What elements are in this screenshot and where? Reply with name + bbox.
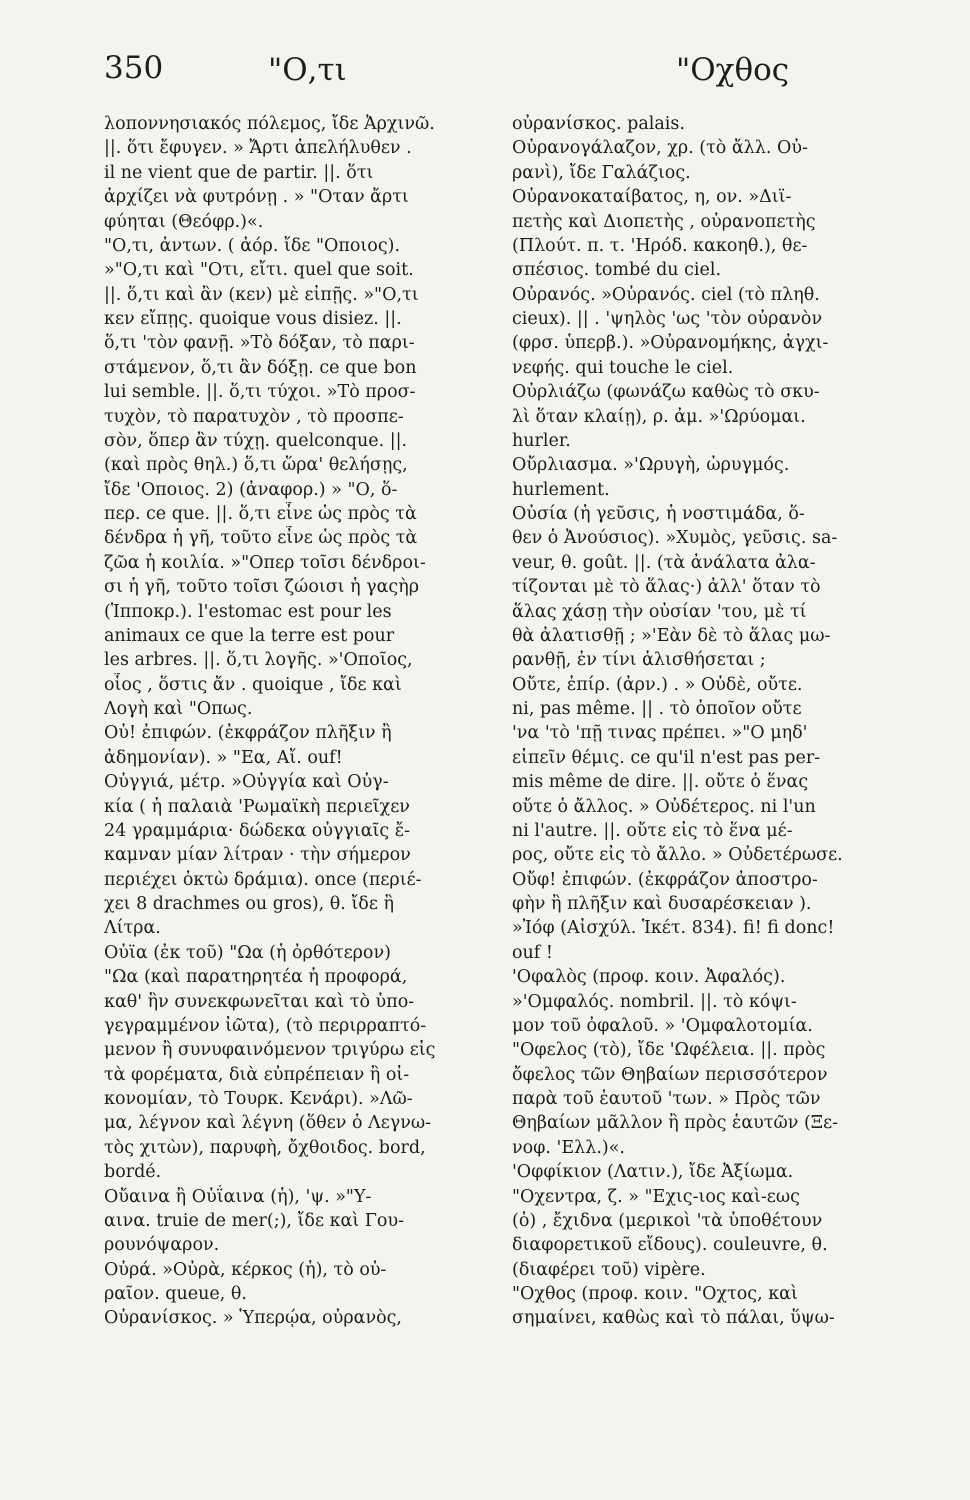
text-line: ρανὶ), ἴδε Γαλάζιος. bbox=[512, 162, 691, 183]
text-line: σπέσιος. tombé du ciel. bbox=[512, 260, 722, 281]
text-line: 24 γραμμάρια· δώδεκα οὐγγιαῖς ἔ- bbox=[104, 820, 411, 841]
text-line: Οὔαινα ἢ Οὐΐαινα (ἡ), 'ψ. »"Υ- bbox=[104, 1186, 372, 1207]
text-line: 'Οφαλὸς (προφ. κοιν. Ἀφαλός). bbox=[512, 967, 786, 988]
text-line: "Οχεντρα, ζ. » "Εχις-ιος καὶ-εως bbox=[512, 1186, 800, 1207]
text-line: νοφ. 'Ελλ.)«. bbox=[512, 1137, 625, 1158]
text-line: Οὔφ! ἐπιφών. (ἐκφράζον ἀποστρο- bbox=[512, 869, 818, 890]
text-line: mis même de dire. ||. οὔτε ὁ ἕνας bbox=[512, 772, 809, 793]
text-line: »'Ομφαλός. nombril. ||. τὸ κόψι- bbox=[512, 991, 797, 1012]
text-line: μα, λέγνον καὶ λέγνη (ὅθεν ὁ Λεγνω- bbox=[104, 1113, 432, 1134]
text-line: ζῶα ἡ κοιλία. »"Οπερ τοῖσι δένδροι- bbox=[104, 552, 426, 573]
text-line: Λίτρα. bbox=[104, 918, 161, 939]
text-line: φὴν ἢ πλῆξιν καὶ δυσαρέσκειαν ). bbox=[512, 894, 812, 914]
text-line: ρουνόψαρον. bbox=[104, 1235, 220, 1256]
text-line: κεν εἴπῃς. quoique vous disiez. ||. bbox=[104, 309, 402, 329]
text-line: κία ( ἡ παλαιὰ 'Ρωμαϊκὴ περιεῖχεν bbox=[104, 796, 410, 817]
text-line: Θηβαίων μᾶλλον ἢ πρὸς ἑαυτῶν (Ξε- bbox=[512, 1113, 839, 1134]
text-line: κονομίαν, τὸ Τουρκ. Κενάρι). »Λῶ- bbox=[104, 1089, 413, 1109]
text-line: (φρσ. ὑπερβ.). »Οὐρανομήκης, ἀγχι- bbox=[512, 333, 829, 354]
text-line: μενον ἢ συνυφαινόμενον τριγύρω εἰς bbox=[104, 1040, 436, 1061]
text-line: μον τοῦ ὀφαλοῦ. » 'Ομφαλοτομία. bbox=[512, 1015, 813, 1036]
text-line: ὅ,τι 'τὸν φανῇ. »Τὸ δόξαν, τὸ παρι- bbox=[104, 333, 415, 354]
text-line: ἅλας χάσῃ τὴν οὐσίαν 'του, μὲ τί bbox=[512, 601, 807, 622]
text-line: θὰ ἀλατισθῇ ; »'Εὰν δὲ τὸ ἅλας μω- bbox=[512, 625, 831, 646]
text-line: γεγραμμένον ἰῶτα), (τὸ περιρραπτό- bbox=[104, 1015, 427, 1036]
text-line: Οὐρά. »Οὐρὰ, κέρκος (ἡ), τὸ οὐ- bbox=[104, 1259, 387, 1280]
text-line: αινα. truie de mer(;), ἴδε καὶ Γου- bbox=[104, 1210, 404, 1231]
text-line: ouf ! bbox=[512, 942, 553, 963]
text-line: περιέχει ὀκτὼ δράμια). once (περιέ- bbox=[104, 869, 422, 890]
text-line: »Ἰόφ (Αἰσχύλ. Ἱκέτ. 834). fi! fi donc! bbox=[512, 918, 835, 939]
text-line: cieux). || . 'ψηλὸς 'ως 'τὸν οὐρανὸν bbox=[512, 309, 823, 329]
left-column bbox=[104, 112, 489, 1432]
text-line: ρος, οὔτε εἰς τὸ ἄλλο. » Οὐδετέρωσε. bbox=[512, 845, 843, 866]
text-line: (ὁ) , ἔχιδνα (μερικοὶ 'τὰ ὑποθέτουν bbox=[512, 1210, 823, 1231]
text-line: λὶ ὅταν κλαίῃ), ρ. ἀμ. »'Ωρύομαι. bbox=[512, 406, 806, 427]
text-line: bordé. bbox=[104, 1162, 162, 1183]
text-line: 'να 'τὸ 'πῇ τινας πρέπει. »"Ο μηδ' bbox=[512, 723, 808, 744]
text-line: ρανθῇ, ἐν τίνι ἁλισθήσεται ; bbox=[512, 650, 766, 671]
text-line: ὄφελος τῶν Θηβαίων περισσότερον bbox=[512, 1064, 828, 1085]
text-line: »"Ο,τι καὶ "Οτι, εἴτι. quel que soit. bbox=[104, 260, 414, 281]
text-line: les arbres. ||. ὅ,τι λογῆς. »'Οποῖος, bbox=[104, 650, 413, 671]
text-line: ni l'autre. ||. οὔτε εἰς τὸ ἕνα μέ- bbox=[512, 820, 793, 841]
text-line: εἰπεῖν θέμις. ce qu'il n'est pas per- bbox=[512, 747, 821, 768]
text-line: παρὰ τοῦ ἑαυτοῦ 'των. » Πρὸς τῶν bbox=[512, 1089, 821, 1109]
text-line: il ne vient que de partir. ||. ὅτι bbox=[104, 162, 374, 183]
text-line: ραῖον. queue, θ. bbox=[104, 1284, 247, 1304]
text-line: πετὴς καὶ Διοπετὴς , οὐρανοπετὴς bbox=[512, 211, 816, 232]
text-line: Οὐρανός. »Οὐρανός. ciel (τὸ πληθ. bbox=[512, 284, 820, 305]
text-line: διαφορετικοῦ εἴδους). couleuvre, θ. bbox=[512, 1235, 828, 1256]
text-line: τὸς χιτὼν), παρυφὴ, ὄχθοιδος. bord, bbox=[104, 1137, 426, 1158]
text-line: φύηται (Θεόφρ.)«. bbox=[104, 211, 264, 232]
text-line: οὔτε ὁ ἄλλος. » Οὐδέτερος. ni l'un bbox=[512, 796, 816, 817]
text-line: Οὐ! ἐπιφών. (ἐκφράζον πλῆξιν ἢ bbox=[104, 723, 392, 744]
text-line: "Οχθος (προφ. κοιν. "Οχτος, καὶ bbox=[512, 1284, 798, 1304]
text-line: Οὐσία (ἡ γεῦσις, ἡ νοστιμάδα, ὅ- bbox=[512, 504, 805, 524]
right-column bbox=[512, 112, 897, 1432]
text-line: hurlement. bbox=[512, 479, 610, 500]
text-line: lui semble. ||. ὅ,τι τύχοι. »Τὸ προσ- bbox=[104, 382, 416, 403]
text-line: Λογὴ καὶ "Οπως. bbox=[104, 699, 253, 719]
text-line: Οὐρανοκαταίβατος, η, ον. »Διϊ- bbox=[512, 187, 792, 208]
text-line: τὰ φορέματα, διὰ εὐπρέπειαν ἢ οἰ- bbox=[104, 1064, 410, 1085]
text-line: ἴδε 'Οποιος. 2) (ἀναφορ.) » "Ο, ὅ- bbox=[104, 479, 398, 500]
text-line: ||. ὅτι ἔφυγεν. » Ἄρτι ἀπελήλυθεν . bbox=[104, 138, 412, 159]
text-line: νεφής. qui touche le ciel. bbox=[512, 357, 734, 378]
text-line: Οὐρανογάλαζον, χρ. (τὸ ἄλλ. Οὐ- bbox=[512, 138, 808, 159]
text-line: καθ' ἣν συνεκφωνεῖται καὶ τὸ ὑπο- bbox=[104, 991, 415, 1012]
text-line: τίζονται μὲ τὸ ἅλας·) ἀλλ' ὅταν τὸ bbox=[512, 577, 821, 598]
text-line: οἷος , ὅστις ἄν . quoique , ἴδε καὶ bbox=[104, 674, 402, 695]
text-line: veur, θ. goût. ||. (τὰ ἀνάλατα ἀλα- bbox=[512, 552, 816, 573]
text-line: τυχὸν, τὸ παρατυχὸν , τὸ προσπε- bbox=[104, 406, 404, 427]
text-line: περ. ce que. ||. ὅ,τι εἶνε ὡς πρὸς τὰ bbox=[104, 504, 417, 524]
text-line: Οὐρανίσκος. » Ὑπερῴα, οὐρανὸς, bbox=[104, 1308, 402, 1329]
text-line: 'Οφφίκιον (Λατιν.), ἴδε Ἀξίωμα. bbox=[512, 1162, 794, 1183]
text-line: λοποννησιακός πόλεμος, ἴδε Ἀρχινῶ. bbox=[104, 114, 435, 134]
text-line: θεν ὁ Ἀνούσιος). »Χυμὸς, γεῦσις. sa- bbox=[512, 528, 838, 549]
text-line: "Ωα (καὶ παρατηρητέα ἡ προφορά, bbox=[104, 967, 408, 988]
text-line: animaux ce que la terre est pour bbox=[104, 625, 395, 646]
page-header bbox=[0, 0, 970, 110]
text-line: καμναν μίαν λίτραν · τὴν σήμερον bbox=[104, 845, 411, 866]
text-line: σι ἡ γῆ, τοῦτο τοῖσι ζώοισι ἡ γαςὴρ bbox=[104, 577, 419, 598]
text-line: Οὐγγιά, μέτρ. »Οὐγγία καὶ Οὐγ- bbox=[104, 772, 389, 793]
text-line: σημαίνει, καθὼς καὶ τὸ πάλαι, ὕψω- bbox=[512, 1308, 835, 1329]
text-line: οὐρανίσκος. palais. bbox=[512, 114, 685, 134]
text-line: Οὐϊα (ἐκ τοῦ) "Ωα (ἡ ὀρθότερον) bbox=[104, 942, 391, 963]
guide-word-left: "Ο,τι bbox=[268, 52, 347, 88]
text-line: σὸν, ὅπερ ἂν τύχῃ. quelconque. ||. bbox=[104, 430, 408, 451]
text-line: στάμενον, ὅ,τι ἂν δόξῃ. ce que bon bbox=[104, 357, 417, 378]
text-line: (Ἱπποκρ.). l'estomac est pour les bbox=[104, 601, 392, 622]
text-line: ||. ὅ,τι καὶ ἂν (κεν) μὲ εἰπῇς. »"Ο,τι bbox=[104, 284, 419, 305]
text-line: χει 8 drachmes ou gros), θ. ἴδε ἢ bbox=[104, 894, 394, 914]
text-line: Οὔρλιασμα. »'Ωρυγὴ, ὠρυγμός. bbox=[512, 455, 790, 476]
guide-word-right: "Οχθος bbox=[676, 52, 790, 88]
page-number: 350 bbox=[104, 50, 164, 86]
text-line: hurler. bbox=[512, 430, 571, 451]
text-line: (διαφέρει τοῦ) vipère. bbox=[512, 1259, 706, 1280]
text-line: ἀρχίζει νὰ φυτρόνῃ . » "Οταν ἄρτι bbox=[104, 187, 409, 208]
text-line: Οὐρλιάζω (φωνάζω καθὼς τὸ σκυ- bbox=[512, 382, 820, 403]
text-line: δένδρα ἡ γῆ, τοῦτο εἶνε ὡς πρὸς τὰ bbox=[104, 528, 418, 549]
text-line: ni, pas même. || . τὸ ὁποῖον οὔτε bbox=[512, 699, 802, 719]
text-line: (Πλούτ. π. τ. 'Ηρόδ. κακοηθ.), θε- bbox=[512, 235, 808, 256]
text-line: "Οφελος (τὸ), ἴδε 'Ωφέλεια. ||. πρὸς bbox=[512, 1040, 826, 1061]
text-line: (καὶ πρὸς θηλ.) ὅ,τι ὥρα' θελήσῃς, bbox=[104, 455, 408, 476]
text-line: Οὔτε, ἐπίρ. (ἀρν.) . » Οὐδὲ, οὔτε. bbox=[512, 674, 803, 695]
text-line: ἀδημονίαν). » "Εα, Αἴ. ouf! bbox=[104, 747, 343, 768]
text-line: "Ο,τι, ἀντων. ( ἀόρ. ἴδε "Οποιος). bbox=[104, 235, 401, 256]
